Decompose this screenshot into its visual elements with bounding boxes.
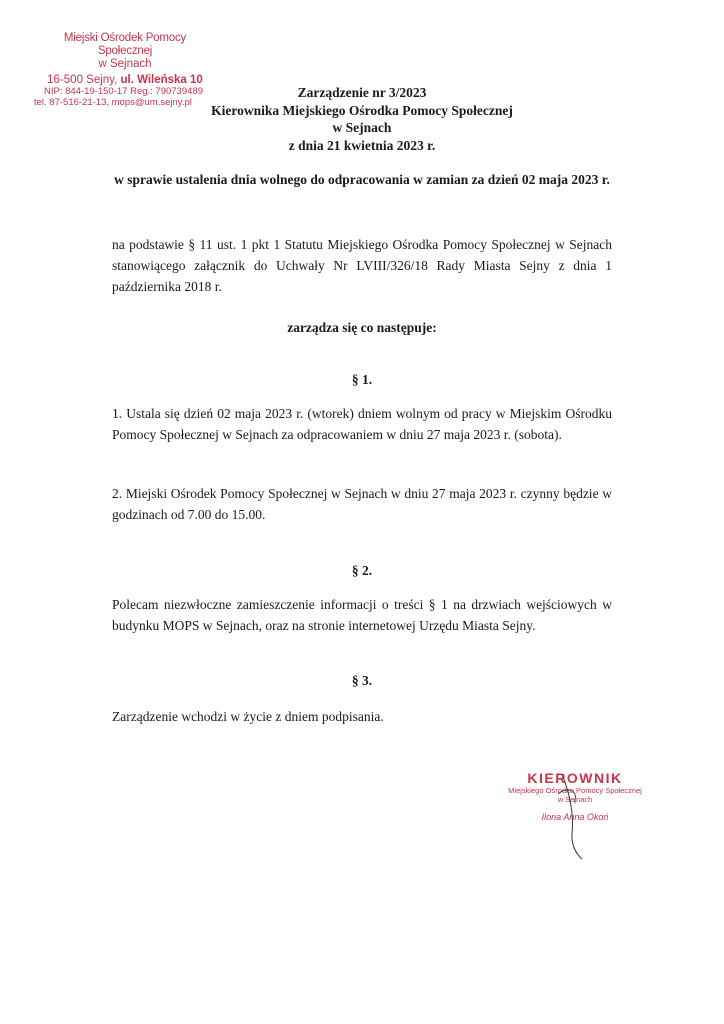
signature-line-2: w Sejnach [557, 795, 593, 804]
document-subject: w sprawie ustalenia dnia wolnego do odpracowania w zamian za dzień 02 maja 2023 r. [114, 172, 610, 187]
header-line-2: Kierownika Miejskiego Ośrodka Pomocy Społecznej [211, 102, 513, 118]
stamp-line-1: Miejski Ośrodek Pomocy Społecznej [63, 32, 187, 58]
section-3-paragraph: Zarządzenie wchodzi w życie z dniem podpisania. [112, 709, 384, 724]
section-2-paragraph: Polecam niezwłoczne zamieszczenie informacji o treści § 1 na drzwiach wejściowych w budynku MOPS w Sejnach, oraz na stronie internetowej Urzędu Miasta Sejny. [112, 597, 612, 633]
orders-heading: zarządza się co następuje: [287, 320, 437, 335]
stamp-line-5: tel. 87-516-21-13, mops@um.sejny.pl [34, 96, 192, 108]
document-header [150, 84, 574, 154]
handwritten-signature [500, 764, 650, 864]
header-line-1: Zarządzenie nr 3/2023 [297, 85, 427, 100]
stamp-city: 16-500 Sejny, [47, 73, 121, 86]
signature-stamp [500, 770, 650, 822]
stamp-line-2: w Sejnach [98, 58, 152, 71]
section-1-point-2: 2. Miejski Ośrodek Pomocy Społecznej w Sejnach w dniu 27 maja 2023 r. czynny będzie w godzinach od 7.00 do 15.00. [112, 486, 612, 522]
signature-line-1: Miejskiego Ośrodka Pomocy Społecznej [508, 786, 642, 795]
legal-basis-paragraph: na podstawie § 11 ust. 1 pkt 1 Statutu Miejskiego Ośrodka Pomocy Społecznej w Sejnach stanowiącego załącznik do Uchwały Nr LVIII/326/18 Rady Miasta Sejny z dnia 1 października 2018 r. [112, 237, 612, 294]
header-line-4: z dnia 21 kwietnia 2023 r. [288, 137, 436, 153]
section-3-heading: § 3. [351, 673, 373, 688]
stamp-street: ul. Wileńska 10 [120, 73, 203, 86]
stamp-line-4: NIP: 844-19-150-17 Reg.: 790739489 [44, 85, 203, 97]
signature-title: KIEROWNIK [527, 770, 623, 786]
section-1-heading: § 1. [351, 372, 373, 387]
header-line-3: w Sejnach [332, 120, 392, 135]
section-2-heading: § 2. [351, 563, 373, 578]
section-1-point-1: 1. Ustala się dzień 02 maja 2023 r. (wtorek) dniem wolnym od pracy w Miejskim Ośrodku Pomocy Społecznej w Sejnach za odpracowaniem w dniu 27 maja 2023 r. (sobota). [112, 406, 612, 442]
signature-name: Ilona Anna Okoń [541, 812, 609, 822]
